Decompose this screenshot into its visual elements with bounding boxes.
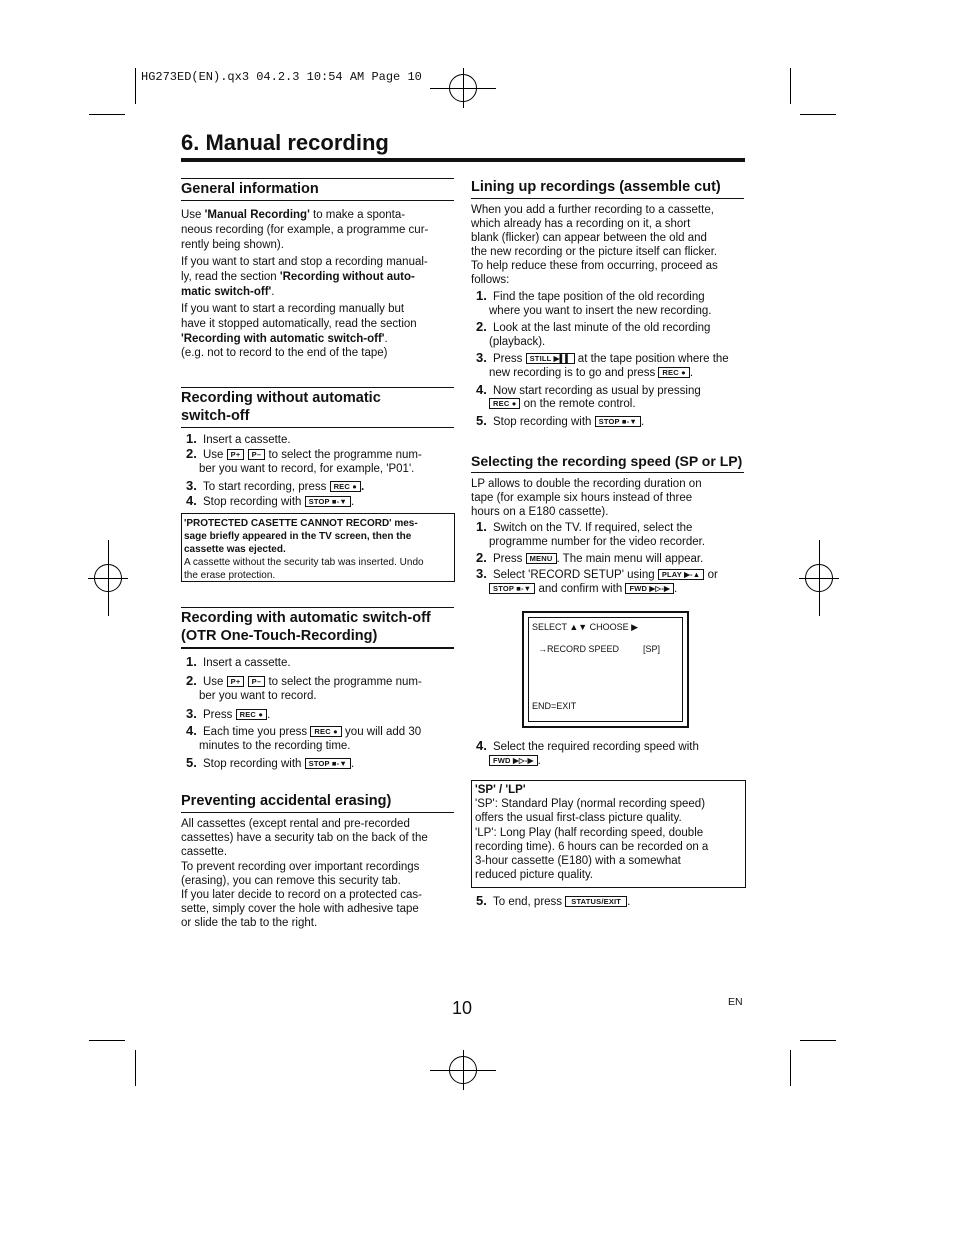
- lining-step-3-cont: new recording is to go and press REC ● .: [489, 367, 694, 379]
- speed-step-3: 3. Select 'RECORD SETUP' using PLAY ▶-▲ or: [476, 566, 718, 581]
- speed-step-3-cont: STOP ■-▼ and confirm with FWD ▶▷-▶ .: [489, 582, 677, 598]
- step-2-cont: ber you want to record, for example, 'P01'.: [199, 463, 415, 475]
- otr-step-5: 5. Stop recording with STOP ■-▼ .: [186, 755, 355, 770]
- step-1: 1. Insert a cassette.: [186, 431, 291, 446]
- lining-step-4: 4. Now start recording as usual by pressing: [476, 382, 701, 397]
- rec-key: REC ●: [310, 726, 341, 737]
- heading-recording-without-switch-off: Recording without automatic switch-off: [181, 387, 454, 428]
- heading-lining-up-recordings: Lining up recordings (assemble cut): [471, 177, 744, 199]
- p-minus-key: P–: [248, 449, 266, 460]
- print-header: HG273ED(EN).qx3 04.2.3 10:54 AM Page 10: [141, 70, 422, 84]
- rec-key: REC ●: [236, 709, 267, 720]
- screen-exit-hint: END=EXIT: [532, 701, 577, 711]
- speed-step-2: 2. Press MENU . The main menu will appear.: [476, 550, 704, 565]
- stop-key: STOP ■-▼: [305, 496, 351, 507]
- lining-step-4-cont: REC ● on the remote control.: [489, 397, 636, 413]
- p-minus-key: P–: [248, 676, 266, 687]
- rec-key: REC ●: [330, 481, 361, 492]
- step-3: 3. To start recording, press REC ● .: [186, 478, 365, 493]
- lining-step-2: 2. Look at the last minute of the old recording: [476, 319, 711, 334]
- fwd-key: FWD ▶▷-▶: [489, 755, 538, 766]
- screen-record-speed-value: [SP]: [643, 644, 661, 654]
- step-4: 4. Stop recording with STOP ■-▼ .: [186, 493, 355, 508]
- preventing-paragraph: All cassettes (except rental and pre-recorded cassettes) have a security tab on the back of the cassette. To prevent recording over important recordings (erasing), you can remove this security tab. If you later decide to record on a protected cas- sette, simply cover the hole with adhesive tape or slide the tab to the right.: [181, 818, 428, 930]
- heading-recording-with-switch-off: Recording with automatic switch-off (OTR One-Touch-Recording): [181, 607, 454, 649]
- general-paragraph-2: If you want to start and stop a recording manual- ly, read the section 'Recording without auto- matic switch-off'.: [181, 256, 428, 298]
- speed-paragraph: LP allows to double the recording duration on tape (for example six hours instead of three hours on a E180 cassette).: [471, 478, 702, 518]
- lining-paragraph: When you add a further recording to a cassette, which already has a recording on it, a short blank (flicker) can appear between the old and the new recording or the picture itself can flicker. To help reduce these from occurring, proceed as follows:: [471, 204, 718, 286]
- otr-step-4: 4. Each time you press REC ● you will add 30: [186, 723, 422, 738]
- speed-step-4-cont: FWD ▶▷-▶ .: [489, 754, 541, 770]
- otr-step-1: 1. Insert a cassette.: [186, 654, 291, 669]
- lining-step-5: 5. Stop recording with STOP ■-▼ .: [476, 413, 645, 428]
- still-key: STILL ▶▌▌: [526, 353, 575, 364]
- general-paragraph-1: Use 'Manual Recording' to make a sponta- neous recording (for example, a programme cur- rently being shown).: [181, 209, 429, 251]
- general-paragraph-3: If you want to start a recording manually but have it stopped automatically, read the section 'Recording with automatic switch-off'. (e.g. not to record to the end of the tape): [181, 303, 417, 360]
- screen-nav-hint: SELECT ▲▼ CHOOSE ▶: [532, 622, 639, 632]
- step-2: 2. Use P+ P– to select the programme num-: [186, 446, 422, 461]
- otr-step-2: 2. Use P+ P– to select the programme num-: [186, 673, 422, 688]
- speed-step-5: 5. To end, press STATUS/EXIT .: [476, 893, 631, 908]
- p-plus-key: P+: [227, 676, 245, 687]
- heading-recording-speed: Selecting the recording speed (SP or LP): [471, 451, 744, 473]
- tv-menu-screen: [522, 611, 689, 728]
- rec-key: REC ●: [489, 398, 520, 409]
- fwd-key: FWD ▶▷-▶: [625, 583, 674, 594]
- stop-key: STOP ■-▼: [489, 583, 535, 594]
- otr-step-4-cont: minutes to the recording time.: [199, 740, 351, 752]
- lining-step-1-cont: where you want to insert the new recording.: [489, 305, 712, 317]
- p-plus-key: P+: [227, 449, 245, 460]
- otr-step-3: 3. Press REC ● .: [186, 706, 271, 721]
- status-exit-key: STATUS/EXIT: [565, 896, 627, 907]
- screen-record-speed-item: →RECORD SPEED: [538, 644, 620, 654]
- lining-step-1: 1. Find the tape position of the old recording: [476, 288, 705, 303]
- speed-step-4: 4. Select the required recording speed with: [476, 738, 699, 753]
- heading-preventing-erasing: Preventing accidental erasing): [181, 791, 454, 813]
- stop-key: STOP ■-▼: [305, 758, 351, 769]
- otr-step-2-cont: ber you want to record.: [199, 690, 317, 702]
- language-tag: EN: [728, 996, 743, 1008]
- stop-key: STOP ■-▼: [595, 416, 641, 427]
- speed-step-1-cont: programme number for the video recorder.: [489, 536, 706, 548]
- lining-step-2-cont: (playback).: [489, 336, 546, 348]
- sp-lp-info-box: 'SP' / 'LP' 'SP': Standard Play (normal recording speed) offers the usual first-class picture quality. 'LP': Long Play (half recording speed, double recording time). 6 hours can be recorded on a 3-hour cassette (E180) with a somewhat reduced picture quality.: [471, 780, 746, 888]
- menu-key: MENU: [526, 553, 557, 564]
- rec-key: REC ●: [658, 367, 689, 378]
- page-title: 6. Manual recording: [181, 130, 389, 155]
- page-number: 10: [452, 998, 473, 1018]
- heading-general-information: General information: [181, 178, 454, 201]
- title-rule: [181, 158, 745, 162]
- protected-cassette-note: 'PROTECTED CASETTE CANNOT RECORD' mes- sage briefly appeared in the TV screen, then the cassette was ejected. A cassette without the security tab was inserted. Undo the erase protection.: [181, 513, 455, 582]
- speed-step-1: 1. Switch on the TV. If required, select the: [476, 519, 693, 534]
- play-key: PLAY ▶-▲: [658, 569, 705, 580]
- lining-step-3: 3. Press STILL ▶▌▌ at the tape position where the: [476, 350, 729, 365]
